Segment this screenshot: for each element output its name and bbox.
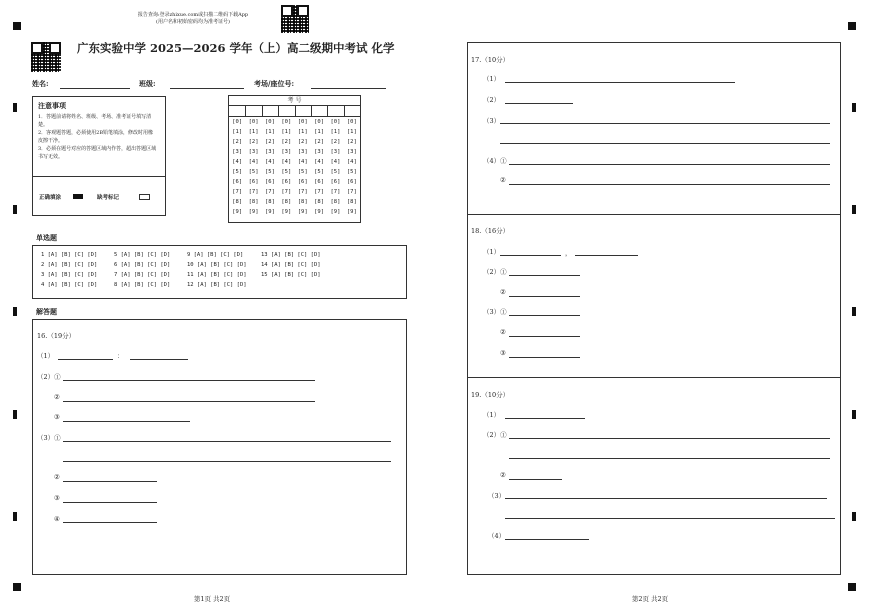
exam-digit-bubble[interactable]: [0] <box>314 119 325 125</box>
q16-part3-blank-4[interactable] <box>63 522 157 523</box>
exam-digit-bubble[interactable]: [4] <box>314 159 325 165</box>
exam-number-cell-divider <box>295 105 296 116</box>
exam-digit-bubble[interactable]: [8] <box>264 199 275 205</box>
exam-digit-bubble[interactable]: [5] <box>248 169 259 175</box>
registration-mark <box>848 22 856 30</box>
exam-digit-bubble[interactable]: [6] <box>248 179 259 185</box>
divider <box>467 214 840 215</box>
correct-fill-label: 正确填涂 <box>39 195 62 201</box>
notes-item: 3．必须在题号对应的答题区域内作答，超出答题区域书写无效。 <box>38 146 157 160</box>
exam-digit-bubble[interactable]: [2] <box>330 139 341 145</box>
absent-mark-label: 缺考标记 <box>97 195 120 201</box>
q18-part3-blank-3[interactable] <box>509 357 580 358</box>
exam-digit-bubble[interactable]: [4] <box>281 159 292 165</box>
registration-mark <box>13 22 21 30</box>
exam-digit-bubble[interactable]: [1] <box>232 129 243 135</box>
exam-digit-bubble[interactable]: [1] <box>297 129 308 135</box>
exam-digit-bubble[interactable]: [3] <box>248 149 259 155</box>
q16-part3-blank-1b[interactable] <box>63 461 391 462</box>
right-page-frame <box>467 42 841 575</box>
exam-title: 广东实验中学 2025—2026 学年（上）高二级期中考试 化学 <box>77 41 395 55</box>
exam-digit-bubble[interactable]: [6] <box>346 179 357 185</box>
exam-digit-bubble[interactable]: [5] <box>232 169 243 175</box>
exam-digit-bubble[interactable]: [7] <box>281 189 292 195</box>
timing-mark <box>13 512 17 521</box>
correct-fill-sample <box>73 194 83 199</box>
exam-digit-bubble[interactable]: [2] <box>346 139 357 145</box>
mc-question-row[interactable]: 9 [A] [B] [C] [D] <box>187 252 244 258</box>
exam-digit-bubble[interactable]: [5] <box>281 169 292 175</box>
seat-label: 考场/座位号: <box>254 79 295 88</box>
exam-digit-bubble[interactable]: [0] <box>281 119 292 125</box>
exam-number-cell-divider <box>245 105 246 116</box>
exam-number-grid <box>228 95 361 223</box>
q17-part3-label: （3） <box>483 117 501 125</box>
mc-question-row[interactable]: 15 [A] [B] [C] [D] <box>261 272 321 278</box>
q19-part3-blank-b[interactable] <box>505 518 835 519</box>
mc-section-title: 单选题 <box>36 233 57 242</box>
exam-number-cell-divider <box>278 105 279 116</box>
exam-digit-bubble[interactable]: [9] <box>232 209 243 215</box>
exam-digit-bubble[interactable]: [9] <box>248 209 259 215</box>
mc-question-row[interactable]: 7 [A] [B] [C] [D] <box>114 272 171 278</box>
exam-digit-bubble[interactable]: [6] <box>297 179 308 185</box>
report-notice <box>118 12 268 26</box>
q16-part3-blank-1a[interactable] <box>63 441 391 442</box>
q17-part2-label: （2） <box>483 96 501 104</box>
q19-part2-blank-1a[interactable] <box>509 438 830 439</box>
registration-mark <box>13 583 21 591</box>
mc-question-row[interactable]: 4 [A] [B] [C] [D] <box>41 282 98 288</box>
exam-digit-bubble[interactable]: [0] <box>232 119 243 125</box>
exam-digit-bubble[interactable]: [4] <box>330 159 341 165</box>
q18-comma: ， <box>565 249 572 257</box>
timing-mark <box>13 103 17 112</box>
exam-digit-bubble[interactable]: [0] <box>264 119 275 125</box>
exam-digit-bubble[interactable]: [2] <box>232 139 243 145</box>
exam-digit-bubble[interactable]: [6] <box>330 179 341 185</box>
report-notice-line2: (用户名和初始密码均为准考证号) <box>156 19 230 25</box>
q19-part4-label: （4） <box>488 532 506 540</box>
exam-digit-bubble[interactable]: [1] <box>314 129 325 135</box>
timing-mark <box>852 512 856 521</box>
exam-digit-bubble[interactable]: [1] <box>346 129 357 135</box>
exam-digit-bubble[interactable]: [8] <box>248 199 259 205</box>
q16-box <box>32 319 407 575</box>
notes-item: 2．客观题答题，必须使用2B铅笔填涂，修改时用橡皮擦干净。 <box>38 130 154 144</box>
q17-part4-blank-2[interactable] <box>509 184 830 185</box>
q18-part2-label: （2）① <box>483 268 507 276</box>
exam-digit-bubble[interactable]: [7] <box>264 189 275 195</box>
q19-part1-label: （1） <box>483 411 501 419</box>
notes-box <box>32 96 166 216</box>
exam-digit-bubble[interactable]: [4] <box>346 159 357 165</box>
q16-title: 16.（19分） <box>37 332 76 340</box>
exam-digit-bubble[interactable]: [8] <box>330 199 341 205</box>
q17-part4-blank-1[interactable] <box>509 164 830 165</box>
report-notice-line1: 报告查询:登录zhixue.com或扫描二维码下载App <box>137 12 249 18</box>
q16-part3-label-4: ④ <box>54 515 60 523</box>
exam-digit-bubble[interactable]: [7] <box>314 189 325 195</box>
exam-digit-bubble[interactable]: [8] <box>346 199 357 205</box>
mc-question-row[interactable]: 2 [A] [B] [C] [D] <box>41 262 98 268</box>
exam-digit-bubble[interactable]: [3] <box>330 149 341 155</box>
q16-part1-label: （1） <box>37 352 55 360</box>
exam-digit-bubble[interactable]: [3] <box>297 149 308 155</box>
exam-digit-bubble[interactable]: [4] <box>248 159 259 165</box>
q16-part1-blank-b[interactable] <box>130 359 188 360</box>
mc-question-row[interactable]: 1 [A] [B] [C] [D] <box>41 252 98 258</box>
exam-digit-bubble[interactable]: [9] <box>314 209 325 215</box>
exam-digit-bubble[interactable]: [6] <box>314 179 325 185</box>
exam-digit-bubble[interactable]: [4] <box>264 159 275 165</box>
q19-part2-label-2: ② <box>500 471 506 479</box>
exam-digit-bubble[interactable]: [7] <box>297 189 308 195</box>
exam-digit-bubble[interactable]: [4] <box>297 159 308 165</box>
q16-part3-blank-3[interactable] <box>63 502 157 503</box>
q16-part2-label-3: ③ <box>54 413 60 421</box>
exam-digit-bubble[interactable]: [3] <box>264 149 275 155</box>
exam-digit-bubble[interactable]: [2] <box>264 139 275 145</box>
q19-part2-blank-2[interactable] <box>509 479 562 480</box>
exam-number-bubbles[interactable] <box>229 119 360 219</box>
exam-digit-bubble[interactable]: [6] <box>281 179 292 185</box>
exam-digit-bubble[interactable]: [7] <box>330 189 341 195</box>
name-field[interactable] <box>60 88 130 89</box>
seat-field[interactable] <box>311 88 386 89</box>
q18-part1-blank-a[interactable] <box>500 255 561 256</box>
app-qr-code <box>281 5 309 33</box>
notes-title: 注意事项 <box>38 101 66 110</box>
exam-digit-bubble[interactable]: [0] <box>330 119 341 125</box>
exam-digit-bubble[interactable]: [8] <box>232 199 243 205</box>
q19-part2-label: （2）① <box>483 431 507 439</box>
exam-digit-bubble[interactable]: [2] <box>281 139 292 145</box>
exam-digit-bubble[interactable]: [8] <box>297 199 308 205</box>
q19-part1-blank[interactable] <box>505 418 585 419</box>
q18-part3-label-2: ② <box>500 328 506 336</box>
exam-digit-bubble[interactable]: [1] <box>264 129 275 135</box>
q16-part3-label-2: ② <box>54 473 60 481</box>
timing-mark <box>13 410 17 419</box>
q17-part4-label-2: ② <box>500 176 506 184</box>
exam-digit-bubble[interactable]: [5] <box>346 169 357 175</box>
exam-number-cell-divider <box>327 105 328 116</box>
q18-part2-label-2: ② <box>500 288 506 296</box>
q17-part3-blank-a[interactable] <box>500 123 830 124</box>
mc-question-row[interactable]: 10 [A] [B] [C] [D] <box>187 262 247 268</box>
q18-part3-label-3: ③ <box>500 349 506 357</box>
class-label: 班级: <box>139 79 156 88</box>
page2-footer: 第2页 共2页 <box>631 595 669 603</box>
q16-part3-label-3: ③ <box>54 494 60 502</box>
q19-part3-label: （3） <box>488 492 506 500</box>
exam-digit-bubble[interactable]: [4] <box>232 159 243 165</box>
q19-title: 19.（10分） <box>471 391 510 399</box>
mc-question-row[interactable]: 8 [A] [B] [C] [D] <box>114 282 171 288</box>
timing-mark <box>852 410 856 419</box>
q17-part1-blank[interactable] <box>505 82 735 83</box>
q18-part3-blank-1[interactable] <box>509 315 580 316</box>
q18-part3-blank-2[interactable] <box>509 336 580 337</box>
registration-mark <box>848 583 856 591</box>
exam-digit-bubble[interactable]: [6] <box>264 179 275 185</box>
exam-number-cell-divider <box>311 105 312 116</box>
exam-digit-bubble[interactable]: [6] <box>232 179 243 185</box>
q19-part4-blank[interactable] <box>505 539 589 540</box>
exam-digit-bubble[interactable]: [1] <box>330 129 341 135</box>
exam-digit-bubble[interactable]: [9] <box>330 209 341 215</box>
timing-mark <box>852 103 856 112</box>
answers-section-title: 解答题 <box>36 307 57 316</box>
exam-digit-bubble[interactable]: [5] <box>297 169 308 175</box>
q19-part2-blank-1b[interactable] <box>509 458 830 459</box>
exam-digit-bubble[interactable]: [9] <box>297 209 308 215</box>
page1-footer: 第1页 共2页 <box>193 595 231 603</box>
exam-digit-bubble[interactable]: [3] <box>232 149 243 155</box>
absent-mark-checkbox[interactable] <box>139 194 150 200</box>
q16-part2-blank-1[interactable] <box>63 380 315 381</box>
exam-digit-bubble[interactable]: [7] <box>346 189 357 195</box>
exam-digit-bubble[interactable]: [3] <box>281 149 292 155</box>
mc-question-row[interactable]: 3 [A] [B] [C] [D] <box>41 272 98 278</box>
q18-part2-blank-1[interactable] <box>509 275 580 276</box>
exam-digit-bubble[interactable]: [2] <box>297 139 308 145</box>
mc-question-row[interactable]: 11 [A] [B] [C] [D] <box>187 272 247 278</box>
exam-digit-bubble[interactable]: [5] <box>314 169 325 175</box>
timing-mark <box>13 307 17 316</box>
q18-part3-label: （3）① <box>483 308 507 316</box>
mc-question-row[interactable]: 14 [A] [B] [C] [D] <box>261 262 321 268</box>
exam-number-cell-divider <box>262 105 263 116</box>
exam-digit-bubble[interactable]: [3] <box>346 149 357 155</box>
exam-digit-bubble[interactable]: [9] <box>346 209 357 215</box>
q17-part3-blank-b[interactable] <box>500 143 830 144</box>
exam-digit-bubble[interactable]: [8] <box>281 199 292 205</box>
exam-digit-bubble[interactable]: [3] <box>314 149 325 155</box>
exam-digit-bubble[interactable]: [5] <box>264 169 275 175</box>
q18-part1-label: （1） <box>483 248 501 256</box>
q18-title: 18.（16分） <box>471 227 510 235</box>
q18-part1-blank-b[interactable] <box>575 255 638 256</box>
divider <box>467 377 840 378</box>
notes-item: 1．答题前请将姓名、班级、考场、准考证号填写清楚。 <box>38 114 152 128</box>
q17-title: 17.（10分） <box>471 56 510 64</box>
q16-part3-blank-2[interactable] <box>63 481 157 482</box>
q16-part3-label: （3）① <box>37 434 61 442</box>
mc-question-row[interactable]: 13 [A] [B] [C] [D] <box>261 252 321 258</box>
notes-list <box>38 113 158 161</box>
class-field[interactable] <box>170 88 244 89</box>
q17-part4-label: （4）① <box>483 157 507 165</box>
q19-part3-blank-a[interactable] <box>505 498 827 499</box>
q17-part2-blank[interactable] <box>505 103 573 104</box>
q16-part2-label-2: ② <box>54 393 60 401</box>
exam-digit-bubble[interactable]: [9] <box>264 209 275 215</box>
q16-part2-blank-3[interactable] <box>63 421 190 422</box>
exam-number-entry-row[interactable] <box>229 105 360 117</box>
timing-mark <box>852 205 856 214</box>
q16-part1-blank-a[interactable] <box>58 359 113 360</box>
timing-mark <box>852 307 856 316</box>
exam-digit-bubble[interactable]: [9] <box>281 209 292 215</box>
student-qr-code <box>31 42 61 72</box>
mc-question-row[interactable]: 6 [A] [B] [C] [D] <box>114 262 171 268</box>
q16-colon: ： <box>117 352 124 360</box>
exam-digit-bubble[interactable]: [8] <box>314 199 325 205</box>
mc-question-row[interactable]: 5 [A] [B] [C] [D] <box>114 252 171 258</box>
timing-mark <box>13 205 17 214</box>
mc-question-row[interactable]: 12 [A] [B] [C] [D] <box>187 282 247 288</box>
exam-digit-bubble[interactable]: [5] <box>330 169 341 175</box>
exam-digit-bubble[interactable]: [2] <box>248 139 259 145</box>
name-label: 姓名: <box>32 79 49 88</box>
exam-digit-bubble[interactable]: [2] <box>314 139 325 145</box>
exam-number-cell-divider <box>344 105 345 116</box>
mc-box <box>32 245 407 299</box>
q16-part2-label: （2）① <box>37 373 61 381</box>
exam-digit-bubble[interactable]: [1] <box>281 129 292 135</box>
exam-number-title: 考 号 <box>229 96 360 106</box>
q16-part2-blank-2[interactable] <box>63 401 315 402</box>
exam-digit-bubble[interactable]: [0] <box>248 119 259 125</box>
exam-digit-bubble[interactable]: [7] <box>232 189 243 195</box>
exam-digit-bubble[interactable]: [0] <box>346 119 357 125</box>
q18-part2-blank-2[interactable] <box>509 296 580 297</box>
exam-digit-bubble[interactable]: [1] <box>248 129 259 135</box>
q17-part1-label: （1） <box>483 75 501 83</box>
exam-digit-bubble[interactable]: [0] <box>297 119 308 125</box>
exam-digit-bubble[interactable]: [7] <box>248 189 259 195</box>
